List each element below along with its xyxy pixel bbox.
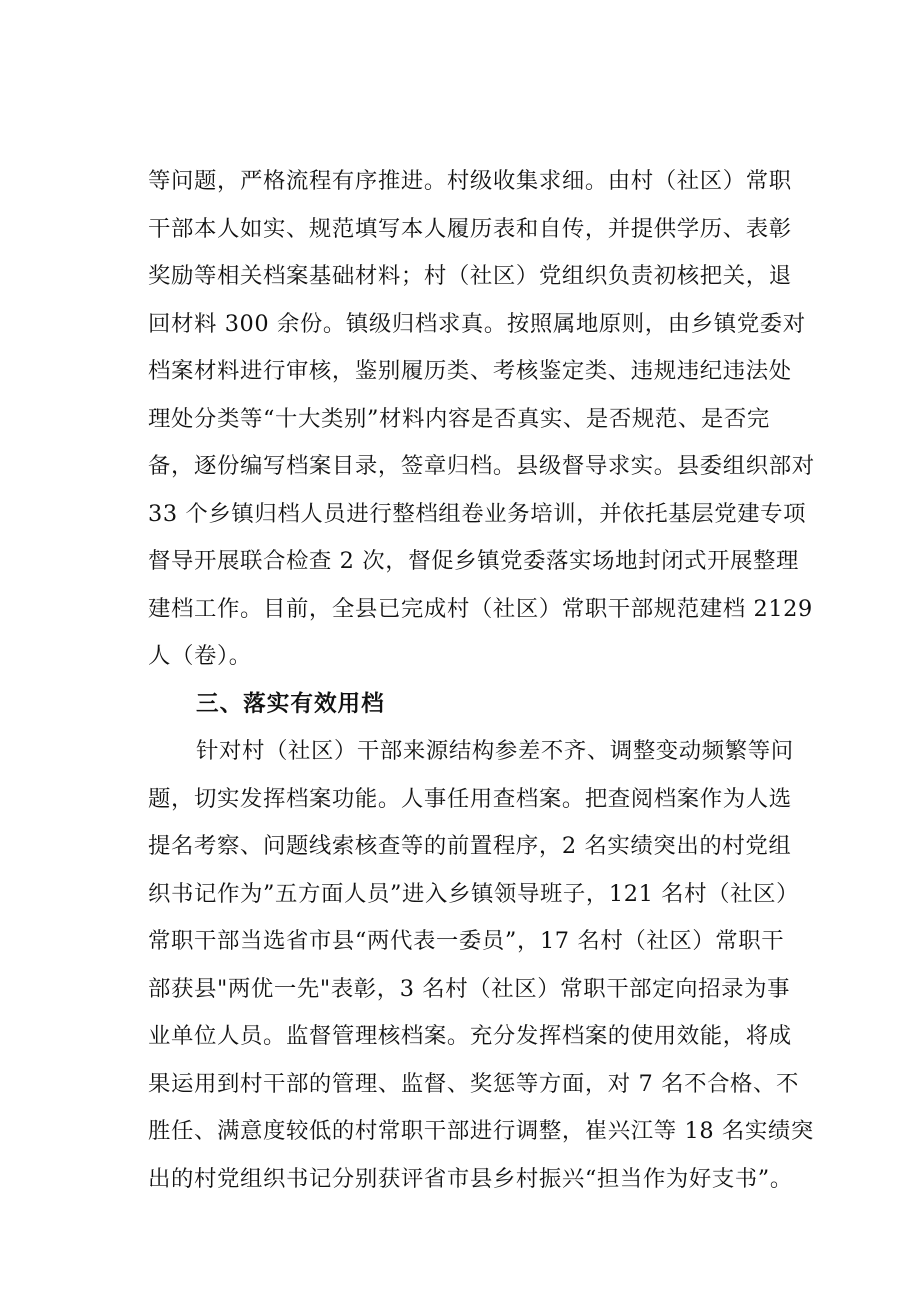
- paragraph-line: 题，切实发挥档案功能。人事任用查档案。把查阅档案作为人选: [148, 785, 792, 812]
- paragraph-line: 理处分类等“十大类别”材料内容是否真实、是否规范、是否完: [148, 405, 770, 432]
- paragraph-line: 胜任、满意度较低的村常职干部进行调整，崔兴江等 18 名实绩突: [148, 1118, 814, 1144]
- paragraph-line: 等问题，严格流程有序推进。村级收集求细。由村（社区）常职: [148, 168, 792, 194]
- paragraph-line: 回材料 300 余份。镇级归档求真。按照属地原则，由乡镇党委对: [148, 310, 806, 337]
- document-body: [148, 158, 828, 1203]
- paragraph-line: 果运用到村干部的管理、监督、奖惩等方面，对 7 名不合格、不: [148, 1070, 800, 1097]
- paragraph-line: 出的村党组织书记分别获评省市县乡村振兴“担当作为好支书”。: [148, 1165, 793, 1192]
- section-heading: 三、落实有效用档: [196, 690, 385, 717]
- paragraph-line: 建档工作。目前，全县已完成村（社区）常职干部规范建档 2129: [148, 595, 813, 622]
- paragraph-line: 常职干部当选省市县“两代表一委员”，17 名村（社区）常职干: [148, 928, 785, 954]
- paragraph-line: 奖励等相关档案基础材料；村（社区）党组织负责初核把关，退: [148, 263, 792, 289]
- paragraph-line: 人（卷）。: [148, 643, 252, 669]
- paragraph-line: 干部本人如实、规范填写本人履历表和自传，并提供学历、表彰: [148, 215, 792, 242]
- paragraph-line: 档案材料进行审核，鉴别履历类、考核鉴定类、违规违纪违法处: [148, 358, 792, 384]
- paragraph-line: 提名考察、问题线索核查等的前置程序，2 名实绩突出的村党组: [148, 833, 792, 859]
- paragraph-line: 33 个乡镇归档人员进行整档组卷业务培训，并依托基层党建专项: [148, 500, 807, 527]
- paragraph-line: 织书记作为”五方面人员”进入乡镇领导班子，121 名村（社区）: [148, 880, 800, 907]
- paragraph-line: 业单位人员。监督管理核档案。充分发挥档案的使用效能，将成: [148, 1023, 792, 1049]
- paragraph-line: 备，逐份编写档案目录，签章归档。县级督导求实。县委组织部对: [148, 453, 815, 479]
- paragraph-line: 督导开展联合检查 2 次，督促乡镇党委落实场地封闭式开展整理: [148, 548, 800, 574]
- paragraph-line: 针对村（社区）干部来源结构参差不齐、调整变动频繁等问: [196, 738, 794, 764]
- paragraph-line: 部获县"两优一先"表彰，3 名村（社区）常职干部定向招录为事: [148, 975, 791, 1002]
